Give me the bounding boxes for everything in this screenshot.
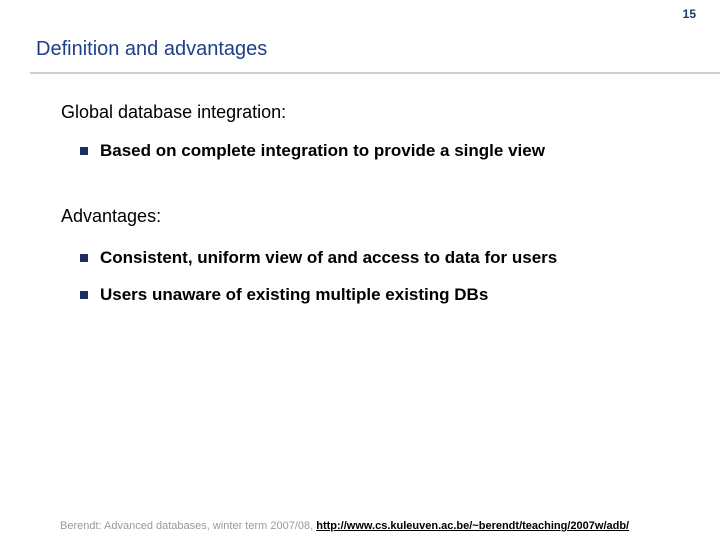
square-bullet-icon [80, 254, 88, 262]
bullet-item [80, 141, 545, 161]
section-heading-advantages: Advantages: [61, 206, 162, 226]
bullet-item [80, 248, 557, 268]
bullet-text: Based on complete integration to provide a single view [100, 141, 545, 160]
title-divider [30, 72, 720, 74]
square-bullet-icon [80, 291, 88, 299]
footer-text: Berendt: Advanced databases, winter term 2007/08, [60, 520, 314, 532]
slide-title: Definition and advantages [36, 38, 268, 60]
footer-link[interactable]: http://www.cs.kuleuven.ac.be/~berendt/teaching/2007w/adb/ [316, 520, 630, 532]
section-heading-integration: Global database integration: [61, 102, 287, 122]
slide-number: 15 [682, 7, 696, 21]
bullet-item [80, 285, 488, 305]
bullet-text: Consistent, uniform view of and access to data for users [100, 248, 558, 267]
bullet-text: Users unaware of existing multiple existing DBs [100, 285, 489, 304]
square-bullet-icon [80, 147, 88, 155]
footer [60, 520, 629, 532]
